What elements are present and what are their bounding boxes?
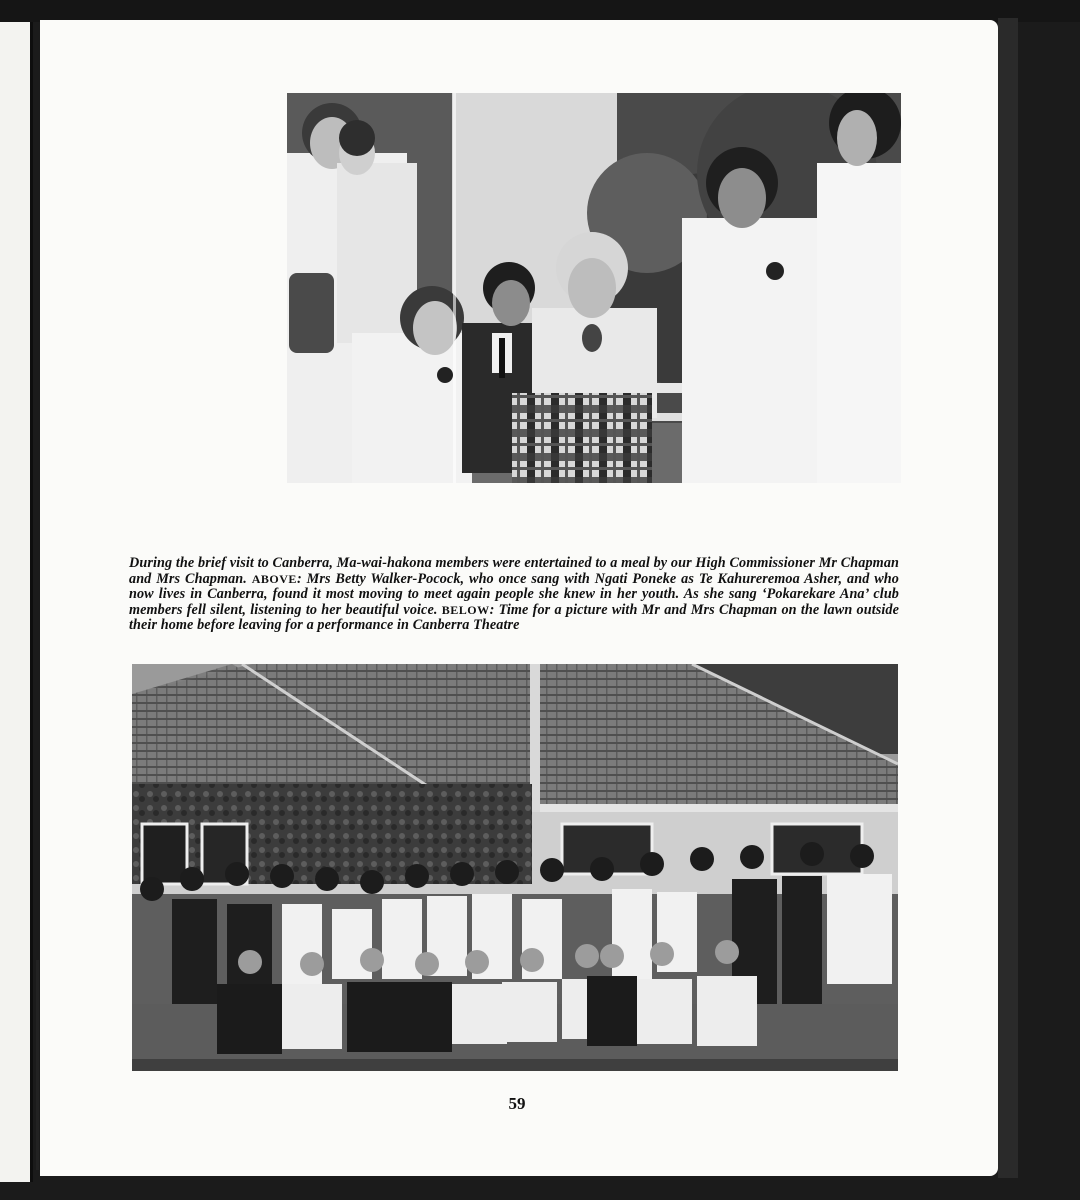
caption-label-below: BELOW [441, 602, 490, 617]
caption-above-text: : Mrs Betty Walker-Pocock, who once sang with Ngati Poneke as Te Kahureremoa Asher, and who now lives in Canberra, found it most moving to meet again people she knew in her youth. As she sang ‘Pokarekare Ana’ club members fell silent, listening to her beautiful voice. [129, 570, 899, 618]
top-photo-image [287, 93, 901, 483]
caption-label-above: ABOVE [251, 571, 297, 586]
scan-edge-right [998, 18, 1018, 1178]
facing-page-edge [0, 22, 33, 1182]
top-photo [287, 93, 901, 483]
caption-below-text: : Time for a picture with Mr and Mrs Chapman on the lawn outside their home before leaving for a performance in Canberra Theatre [129, 601, 900, 633]
bottom-photo-image [132, 664, 898, 1071]
binding-shadow [36, 960, 39, 1170]
scan-border [0, 0, 1080, 22]
caption-intro: During the brief visit to Canberra, Ma-wai-hakona members were entertained to a meal by our High Commissioner Mr Chapman and Mrs Chapman. [129, 555, 899, 587]
page-number: 59 [508, 1094, 526, 1113]
photo-caption [129, 556, 899, 634]
bottom-photo [132, 664, 898, 1071]
